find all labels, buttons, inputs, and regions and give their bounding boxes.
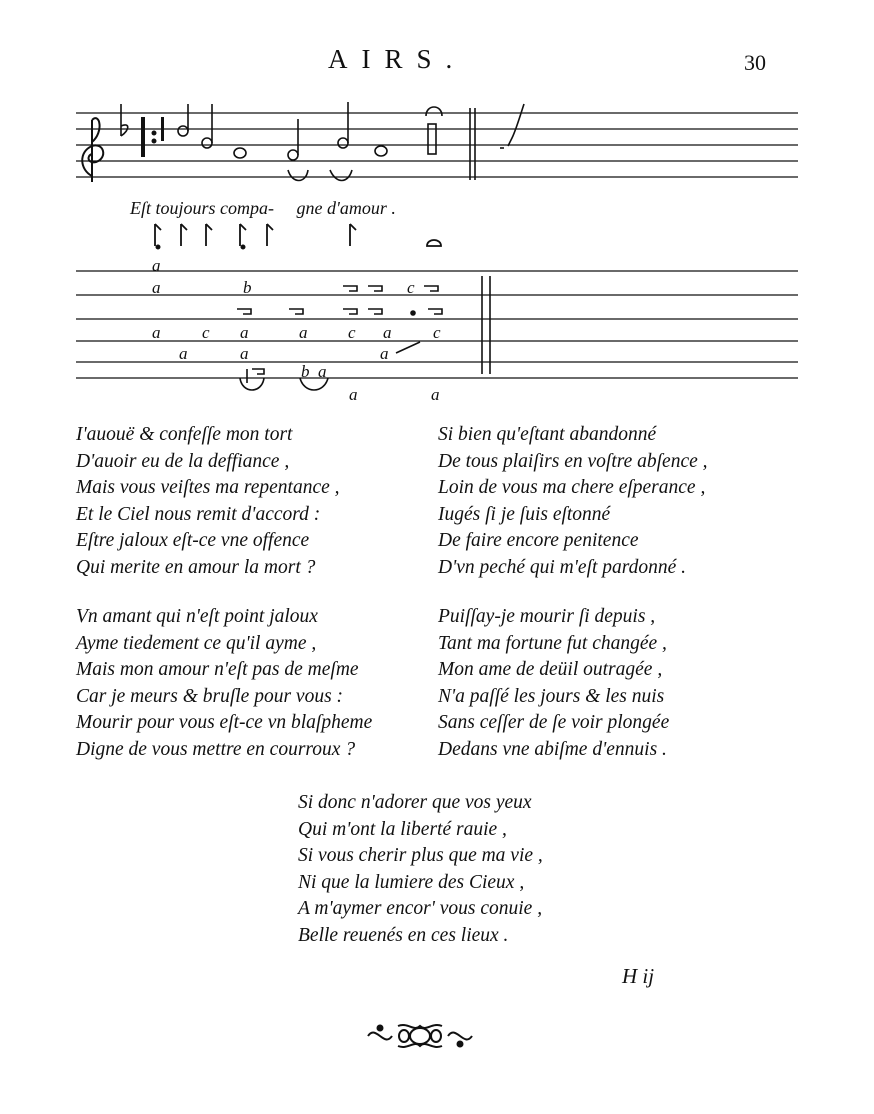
ornament-icon: [364, 1018, 476, 1054]
verse-line: Puiſſay-je mourir ſi depuis ,: [438, 606, 656, 627]
verse-line: Car je meurs & bruſle pour vous :: [76, 685, 344, 707]
verse-line: De faire encore penitence: [438, 530, 639, 551]
tab-letter: a: [152, 278, 161, 297]
verse-line: Qui m'ont la liberté rauie ,: [298, 818, 507, 840]
verse-line: Tant ma fortune fut changée ,: [438, 632, 667, 654]
verse-line: Mais vous veiſtes ma repentance ,: [76, 477, 340, 498]
stanza-2: [438, 422, 708, 581]
tab-letter: c: [348, 323, 356, 342]
verse-line: Digne de vous mettre en courroux ?: [76, 738, 356, 760]
verse-line: Loin de vous ma chere eſperance ,: [438, 477, 706, 498]
tab-letter: a: [240, 323, 249, 342]
verse-line: Si donc n'adorer que vos yeux: [298, 792, 532, 813]
verse-line: I'auouë & confeſſe mon tort: [76, 424, 293, 445]
verse-line: D'auoir eu de la deffiance ,: [76, 450, 290, 472]
verse-line: Sans ceſſer de ſe voir plongée: [438, 712, 670, 733]
stanza-3: [76, 604, 372, 763]
verse-line: Dedans vne abiſme d'ennuis .: [438, 738, 667, 760]
tab-letter: a: [380, 344, 389, 363]
tab-letter: a: [299, 323, 308, 342]
tab-letter: a: [179, 344, 188, 363]
tab-letter: c: [202, 323, 210, 342]
tab-letter: a: [152, 256, 161, 275]
music-lyric: Eſt toujours compa- gne d'amour .: [130, 198, 396, 218]
verse-line: De tous plaiſirs en voſtre abſence ,: [438, 450, 708, 472]
verse-line: Mais mon amour n'eſt pas de meſme: [76, 659, 359, 680]
verse-line: Mourir pour vous eſt-ce vn blaſpheme: [76, 712, 373, 733]
verse-line: Iugés ſi je ſuis eſtonné: [438, 503, 611, 525]
stanza-1: [76, 422, 340, 581]
verse-line: Si bien qu'eſtant abandonné: [438, 424, 657, 445]
tab-letter: a: [383, 323, 392, 342]
tablature-d-marks: [237, 286, 442, 390]
time-signature-icon: [141, 117, 164, 157]
verse-line: N'a paſſé les jours & les nuis: [438, 685, 665, 707]
flat-sign-icon: [121, 104, 128, 136]
verse-line: Belle reuenés en ces lieux .: [298, 924, 509, 946]
tab-letter: a: [431, 385, 440, 404]
stanza-4: [438, 604, 669, 763]
tablature-letters: [152, 256, 441, 404]
tab-letter: a: [240, 344, 249, 363]
tab-letter: a: [349, 385, 358, 404]
page-number: 30: [744, 50, 766, 75]
verse-line: Mon ame de deüil outragée ,: [438, 659, 663, 680]
tab-letter: b: [243, 278, 252, 297]
verse-line: Eſtre jaloux eſt-ce vne offence: [76, 530, 310, 551]
verse-line: Et le Ciel nous remit d'accord :: [76, 503, 321, 525]
tab-letter: c: [433, 323, 441, 342]
tab-letter: a: [152, 323, 161, 342]
verse-line: Ni que la lumiere des Cieux ,: [298, 871, 525, 893]
tab-letter: c: [407, 278, 415, 297]
verse-line: D'vn peché qui m'eſt pardonné .: [438, 556, 687, 578]
verse-line: Qui merite en amour la mort ?: [76, 556, 316, 578]
vocal-staff: [76, 108, 798, 180]
signature-mark: H ij: [622, 964, 655, 988]
verse-line: Si vous cherir plus que ma vie ,: [298, 845, 543, 866]
tab-letter: a: [318, 362, 327, 381]
tab-letter: b: [301, 362, 310, 381]
treble-clef-icon: [82, 118, 103, 182]
stanza-5: [298, 790, 543, 949]
verse-line: Vn amant qui n'eſt point jaloux: [76, 606, 318, 627]
verse-line: A m'aymer encor' vous conuie ,: [298, 898, 543, 919]
vocal-notes: [178, 102, 524, 181]
verse-line: Ayme tiedement ce qu'il ayme ,: [76, 632, 317, 654]
running-title: AIRS.: [328, 44, 467, 74]
rhythm-signs: [155, 224, 441, 249]
